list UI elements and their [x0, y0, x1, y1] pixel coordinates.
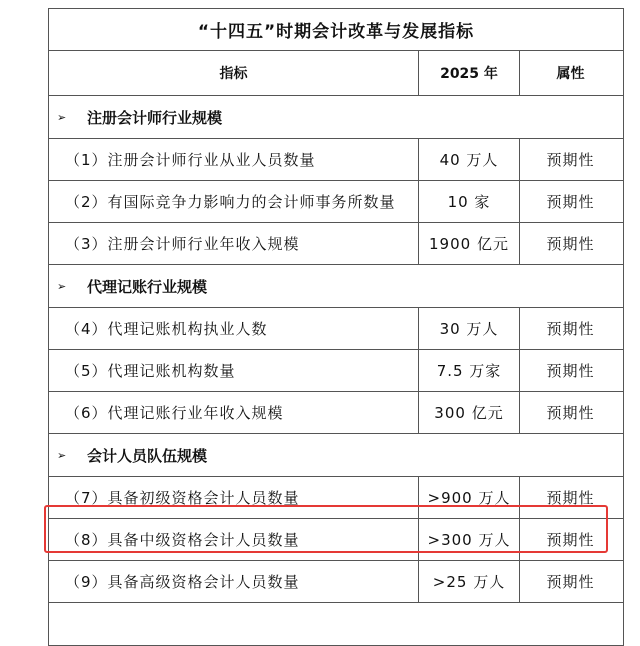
row-attribute: 预期性: [546, 573, 595, 591]
row-label: （9）具备高级资格会计人员数量: [49, 561, 419, 602]
header-attribute: 属性: [556, 66, 585, 82]
row-attribute: 预期性: [546, 489, 595, 507]
table-row: [49, 223, 623, 265]
arrow-bullet-icon: ➢: [57, 448, 67, 462]
row-value: 40 万人: [419, 139, 520, 180]
table-row: [49, 477, 623, 519]
row-label: （7）具备初级资格会计人员数量: [49, 477, 419, 518]
section-row-bookkeeping: [49, 265, 623, 308]
row-attribute: 预期性: [546, 404, 595, 422]
row-label: （2）有国际竞争力影响力的会计师事务所数量: [49, 181, 419, 222]
table-title-row: [49, 9, 623, 51]
row-label: （8）具备中级资格会计人员数量: [49, 519, 419, 560]
row-label: （3）注册会计师行业年收入规模: [49, 223, 419, 264]
section-row-cpa: [49, 96, 623, 139]
row-label: （4）代理记账机构执业人数: [49, 308, 419, 349]
row-value: >300 万人: [419, 519, 520, 560]
section-title: [49, 96, 623, 138]
section-label: 会计人员队伍规模: [87, 446, 208, 465]
section-row-accountants: [49, 434, 623, 477]
row-value: 10 家: [419, 181, 520, 222]
row-value: 1900 亿元: [419, 223, 520, 264]
table-row: [49, 350, 623, 392]
indicator-table: [48, 8, 624, 646]
header-indicator: 指标: [49, 51, 419, 95]
table-row-highlighted: [49, 519, 623, 561]
arrow-bullet-icon: ➢: [57, 110, 67, 124]
row-label: （1）注册会计师行业从业人员数量: [49, 139, 419, 180]
row-attribute: 预期性: [546, 151, 595, 169]
row-label: （5）代理记账机构数量: [49, 350, 419, 391]
table-row: [49, 308, 623, 350]
table-row: [49, 561, 623, 603]
arrow-bullet-icon: ➢: [57, 279, 67, 293]
section-row-cutoff: [49, 603, 623, 646]
row-value: 30 万人: [419, 308, 520, 349]
row-label: （6）代理记账行业年收入规模: [49, 392, 419, 433]
table-header-row: [49, 51, 623, 96]
row-value: >900 万人: [419, 477, 520, 518]
row-attribute: 预期性: [546, 193, 595, 211]
section-title: [49, 434, 623, 476]
section-label: 代理记账行业规模: [87, 277, 208, 296]
table-row: [49, 392, 623, 434]
header-year: 2025 年: [419, 51, 520, 95]
table-row: [49, 139, 623, 181]
row-value: >25 万人: [419, 561, 520, 602]
section-label: 注册会计师行业规模: [87, 108, 223, 127]
row-attribute: 预期性: [546, 235, 595, 253]
table-row: [49, 181, 623, 223]
row-attribute: 预期性: [546, 320, 595, 338]
row-value: 7.5 万家: [419, 350, 520, 391]
table-title: “十四五”时期会计改革与发展指标: [197, 22, 475, 42]
section-title: [49, 265, 623, 307]
row-value: 300 亿元: [419, 392, 520, 433]
section-title: [49, 603, 623, 645]
row-attribute: 预期性: [546, 531, 595, 549]
row-attribute: 预期性: [546, 362, 595, 380]
